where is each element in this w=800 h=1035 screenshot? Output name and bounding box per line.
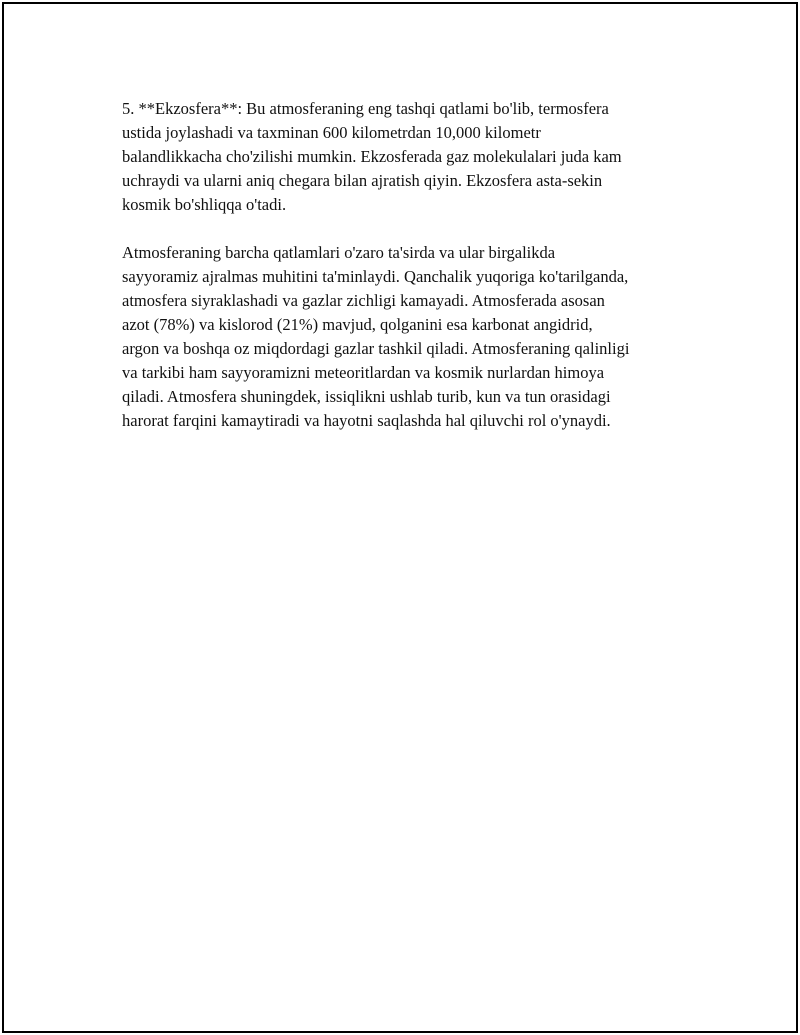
text-line: kosmik bo'shliqqa o'tadi. bbox=[122, 195, 287, 214]
paragraph-exosphere bbox=[122, 97, 702, 217]
text-line: azot (78%) va kislorod (21%) mavjud, qolganini esa karbonat angidrid, bbox=[122, 315, 593, 334]
text-line: sayyoramiz ajralmas muhitini ta'minlaydi. Qanchalik yuqoriga ko'tarilganda, bbox=[122, 267, 629, 286]
text-line: balandlikkacha cho'zilishi mumkin. Ekzosferada gaz molekulalari juda kam bbox=[122, 147, 622, 166]
text-line: 5. **Ekzosfera**: Bu atmosferaning eng tashqi qatlami bo'lib, termosfera bbox=[122, 99, 609, 118]
text-line: qiladi. Atmosfera shuningdek, issiqlikni ushlab turib, kun va tun orasidagi bbox=[122, 387, 611, 406]
text-line: harorat farqini kamaytiradi va hayotni saqlashda hal qiluvchi rol o'ynaydi. bbox=[122, 411, 611, 430]
paragraph-atmosphere-summary bbox=[122, 241, 702, 433]
text-line: Atmosferaning barcha qatlamlari o'zaro ta'sirda va ular birgalikda bbox=[122, 243, 556, 262]
text-line: uchraydi va ularni aniq chegara bilan ajratish qiyin. Ekzosfera asta-sekin bbox=[122, 171, 603, 190]
text-line: ustida joylashadi va taxminan 600 kilometrdan 10,000 kilometr bbox=[122, 123, 541, 142]
text-line: atmosfera siyraklashadi va gazlar zichligi kamayadi. Atmosferada asosan bbox=[122, 291, 605, 310]
text-line: va tarkibi ham sayyoramizni meteoritlardan va kosmik nurlardan himoya bbox=[122, 363, 605, 382]
text-line: argon va boshqa oz miqdordagi gazlar tashkil qiladi. Atmosferaning qalinligi bbox=[122, 339, 630, 358]
page-frame bbox=[2, 2, 798, 1033]
page-content bbox=[122, 97, 702, 457]
